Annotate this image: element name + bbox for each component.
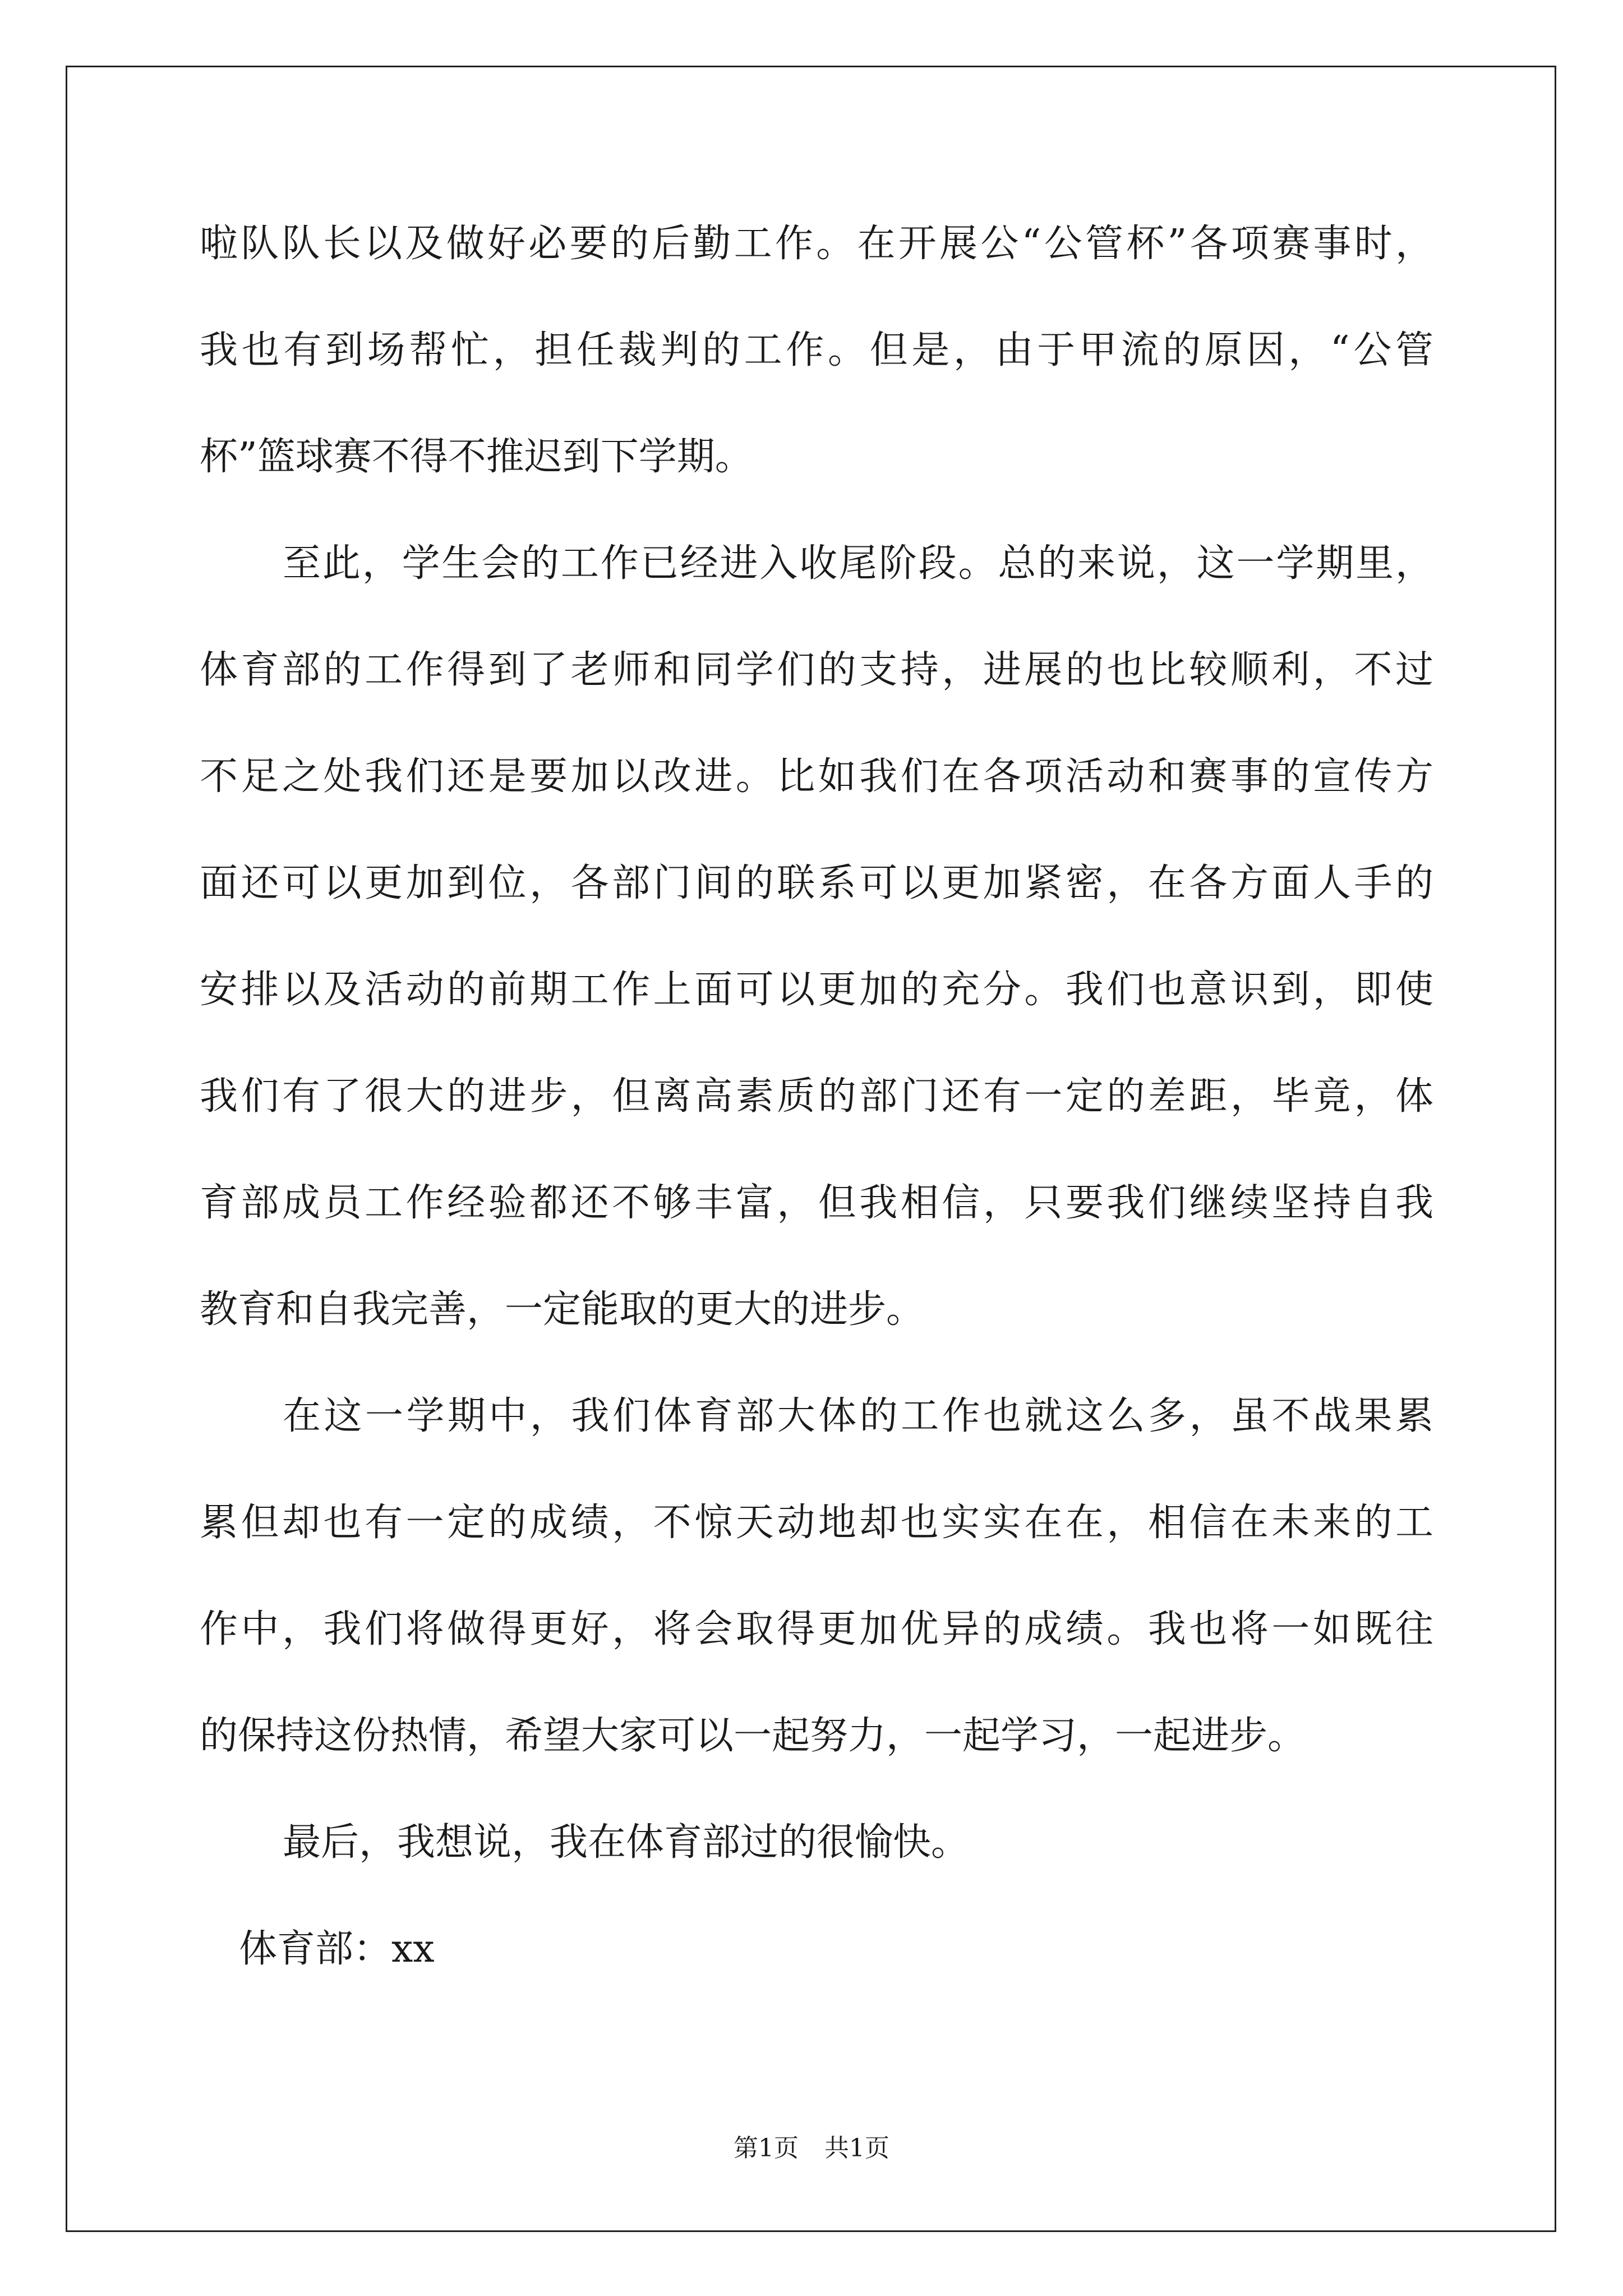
text-line: 我们有了很大的进步，但离高素质的部门还有一定的差距，毕竟，体 xyxy=(200,1074,1433,1119)
text-line: 至此，学生会的工作已经进入收尾阶段。总的来说，这一学期里， xyxy=(283,541,1433,586)
text-line: 的保持这份热情，希望大家可以一起努力，一起学习，一起进步。 xyxy=(200,1714,1306,1758)
page-total: 共1页 xyxy=(824,2134,889,2162)
text-line: 体育部的工作得到了老师和同学们的支持，进展的也比较顺利，不过 xyxy=(200,648,1433,692)
text-line: 教育和自我完善，一定能取的更大的进步。 xyxy=(200,1287,925,1332)
text-line: 不足之处我们还是要加以改进。比如我们在各项活动和赛事的宣传方 xyxy=(200,754,1433,799)
text-line: 最后，我想说，我在体育部过的很愉快。 xyxy=(283,1820,970,1865)
text-line: 我也有到场帮忙，担任裁判的工作。但是，由于甲流的原因，“公管 xyxy=(200,328,1433,372)
text-line: 面还可以更加到位，各部门间的联系可以更加紧密，在各方面人手的 xyxy=(200,861,1433,905)
text-line: 杯”篮球赛不得不推迟到下学期。 xyxy=(200,435,753,479)
text-line: 累但却也有一定的成绩，不惊天动地却也实实在在，相信在未来的工 xyxy=(200,1501,1433,1545)
page-number: 第1页 xyxy=(734,2134,799,2162)
text-line: 安排以及活动的前期工作上面可以更加的充分。我们也意识到，即使 xyxy=(200,968,1433,1012)
text-line: 育部成员工作经验都还不够丰富，但我相信，只要我们继续坚持自我 xyxy=(200,1181,1433,1225)
text-line: 啦队队长以及做好必要的后勤工作。在开展公“公管杯”各项赛事时， xyxy=(200,222,1433,266)
text-line: 在这一学期中，我们体育部大体的工作也就这么多，虽不战果累 xyxy=(283,1394,1433,1438)
text-line: 作中，我们将做得更好，将会取得更加优异的成绩。我也将一如既往 xyxy=(200,1607,1433,1651)
signature: 体育部：xx xyxy=(239,1927,435,1971)
page-footer xyxy=(0,2132,1623,2165)
page-border xyxy=(66,66,1556,2232)
